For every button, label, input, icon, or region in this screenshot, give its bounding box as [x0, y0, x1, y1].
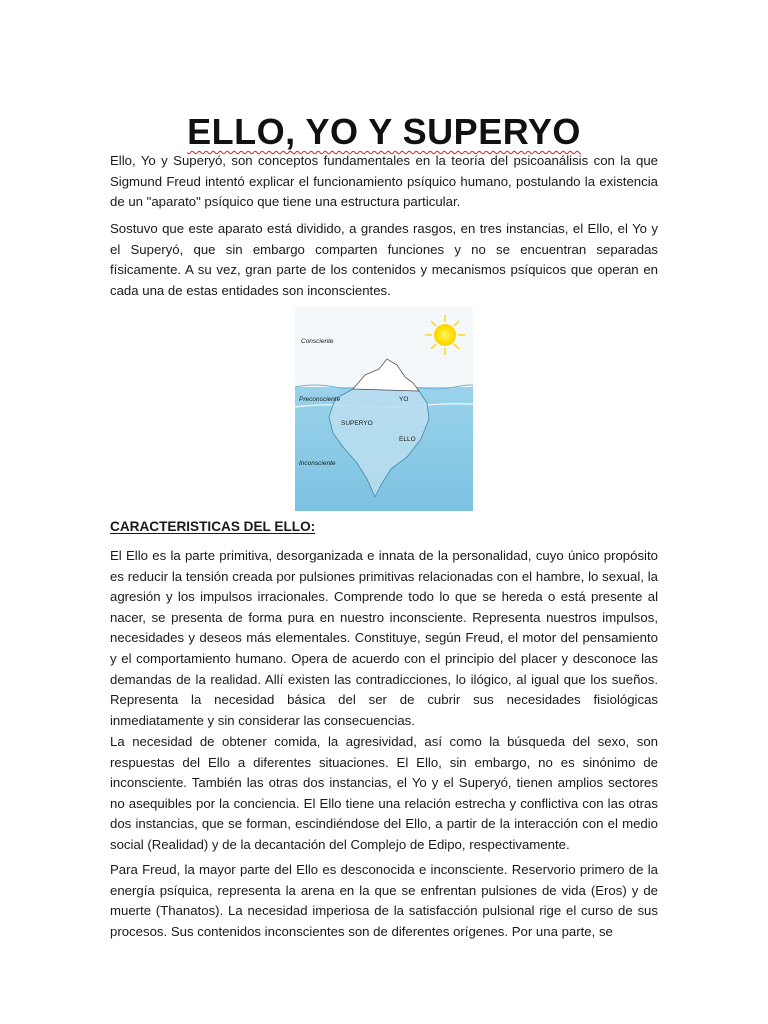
label-preconsciente: Preconsciente [299, 396, 341, 403]
intro-paragraph-1: Ello, Yo y Superyó, son conceptos fundamentales en la teoría del psicoanálisis con la que Sigmund Freud intentó explicar el funcionamiento psíquico humano, postulando la existencia de un "aparato" psíquico que tiene una estructura particular. [110, 153, 658, 210]
label-inconsciente: Inconsciente [299, 460, 336, 467]
label-consciente: Consciente [301, 338, 334, 345]
page-title: ELLO, YO Y SUPERYO [187, 111, 581, 153]
section-heading: CARACTERISTICAS DEL ELLO: [110, 519, 316, 534]
iceberg-illustration [295, 307, 473, 511]
section-paragraph-3: Para Freud, la mayor parte del Ello es desconocida e inconsciente. Reservorio primero de la energía psíquica, representa la arena en la que se enfrentan pulsiones de vida (Eros) y de muerte (Thanatos). La necesidad imperiosa de la satisfacción pulsional rige el curso de sus procesos. Sus contenidos inconscientes son de diferentes orígenes. Por una parte, se [110, 862, 658, 939]
label-yo: YO [399, 396, 409, 403]
label-superyo: SUPERYO [341, 420, 373, 427]
section-paragraph-1: El Ello es la parte primitiva, desorganizada e innata de la personalidad, cuyo único propósito es reducir la tensión creada por pulsiones primitivas relacionadas con el hambre, lo sexual, la agresión y los impulsos irracionales. Comprende todo lo que se hereda o está presente al nacer, se presenta de forma pura en nuestro inconsciente. Representa nuestros impulsos, necesidades y deseos más elementales. Constituye, según Freud, el motor del pensamiento y el comportamiento humano. Opera de acuerdo con el principio del placer y desconoce las demandas de la realidad. Allí existen las contradicciones, lo ilógico, al igual que los sueños. Representa la necesidad básica del ser de cubrir sus necesidades fisiológicas inmediatamente y sin considerar las consecuencias. [110, 548, 658, 728]
sun-icon [434, 324, 456, 346]
iceberg-diagram [295, 307, 473, 511]
intro-paragraph-2: Sostuvo que este aparato está dividido, a grandes rasgos, en tres instancias, el Ello, el Yo y el Superyó, que sin embargo comparten funciones y no se encuentran separadas físicamente. A su vez, gran parte de los contenidos y mecanismos psíquicos que operan en cada una de estas entidades son inconscientes. [110, 221, 658, 298]
label-ello: ELLO [399, 436, 416, 443]
section-paragraph-2: La necesidad de obtener comida, la agresividad, así como la búsqueda del sexo, son respuestas del Ello a diferentes situaciones. El Ello, sin embargo, no es sinónimo de inconsciente. También las otras dos instancias, el Yo y el Superyó, tienen amplios sectores no asequibles por la conciencia. El Ello tiene una relación estrecha y conflictiva con las otras dos instancias, que se forman, escindiéndose del Ello, a partir de la interacción con el medio social (Realidad) y de la decantación del Complejo de Edipo, respectivamente. [110, 734, 658, 852]
